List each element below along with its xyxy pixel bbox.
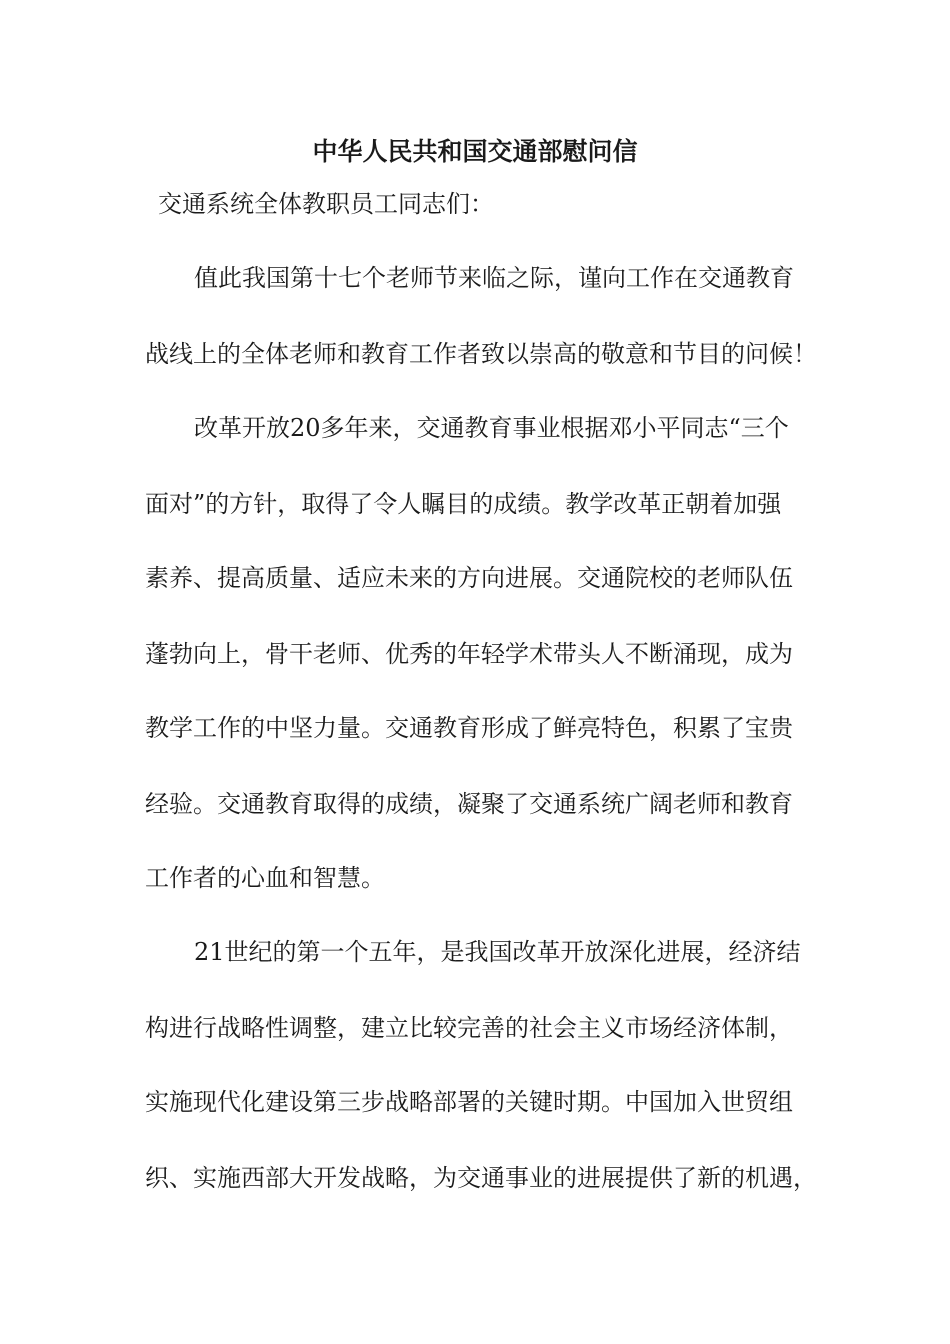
paragraph-line: 素养、提高质量、适应未来的方向进展。交通院校的老师队伍 bbox=[145, 564, 793, 592]
paragraph-line: 战线上的全体老师和教育工作者致以崇高的敬意和节目的问候！ bbox=[145, 340, 817, 368]
paragraph-line: 实施现代化建设第三步战略部署的关键时期。中国加入世贸组 bbox=[145, 1088, 793, 1116]
paragraph-line: 经验。交通教育取得的成绩，凝聚了交通系统广阔老师和教育 bbox=[145, 790, 793, 818]
salutation: 交通系统全体教职员工同志们： bbox=[158, 190, 494, 218]
document-title: 中华人民共和国交通部慰问信 bbox=[312, 137, 638, 166]
paragraph-line: 蓬勃向上，骨干老师、优秀的年轻学术带头人不断涌现，成为 bbox=[145, 640, 793, 668]
paragraph-line: 构进行战略性调整，建立比较完善的社会主义市场经济体制， bbox=[145, 1014, 793, 1042]
paragraph-line: 面对”的方针，取得了令人瞩目的成绩。教学改革正朝着加强 bbox=[145, 490, 782, 518]
paragraph-line: 改革开放20多年来，交通教育事业根据邓小平同志“三个 bbox=[194, 414, 789, 442]
paragraph-line: 21世纪的第一个五年，是我国改革开放深化进展，经济结 bbox=[194, 938, 801, 966]
paragraph-line: 工作者的心血和智慧。 bbox=[145, 864, 385, 892]
paragraph-line: 教学工作的中坚力量。交通教育形成了鲜亮特色，积累了宝贵 bbox=[145, 714, 793, 742]
paragraph-line: 织、实施西部大开发战略，为交通事业的进展提供了新的机遇， bbox=[145, 1164, 817, 1192]
paragraph-line: 值此我国第十七个老师节来临之际，谨向工作在交通教育 bbox=[194, 264, 794, 292]
